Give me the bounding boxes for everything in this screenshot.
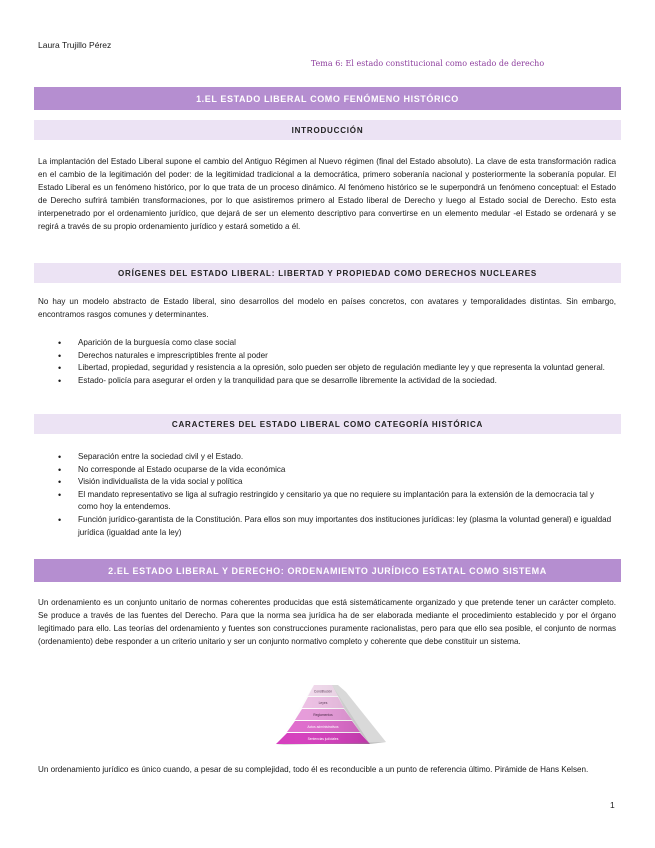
list-item: • Función jurídico-garantista de la Constitución. Para ellos son muy importantes dos instituciones jurídicas: ley (plasma la voluntad general) e igualdad jurídica (igualdad ante la ley) xyxy=(38,514,613,539)
list-item: • No corresponde al Estado ocuparse de la vida económica xyxy=(38,464,613,477)
list-item: • Visión individualista de la vida social y política xyxy=(38,476,613,489)
pyramid-label: Reglamentos xyxy=(313,713,333,717)
kelsen-paragraph: Un ordenamiento jurídico es único cuando, a pesar de su complejidad, todo él es reconducible a un punto de referencia último. Pirámide de Hans Kelsen. xyxy=(38,765,589,774)
author-name: Laura Trujillo Pérez xyxy=(38,40,112,50)
origins-list xyxy=(38,337,613,387)
intro-heading: INTRODUCCIÓN xyxy=(34,120,621,140)
section-1-heading: 1.EL ESTADO LIBERAL COMO FENÓMENO HISTÓRICO xyxy=(34,87,621,110)
document-title: Tema 6: El estado constitucional como estado de derecho xyxy=(310,59,545,68)
origins-heading: ORÍGENES DEL ESTADO LIBERAL: LIBERTAD Y PROPIEDAD COMO DERECHOS NUCLEARES xyxy=(34,263,621,283)
list-item: • El mandato representativo se liga al sufragio restringido y censitario ya que no requiere su implantación para la extensión de la democracia tal y como hoy la entendemos. xyxy=(38,489,613,514)
pyramid-label: Actos administrativos xyxy=(307,725,339,729)
ordenamiento-paragraph: Un ordenamiento es un conjunto unitario de normas coherentes producidas que está sistemáticamente organizado y que pretende tener un carácter completo. Se produce a través de las fuentes del Derecho. Para que la norma sea jurídica ha de ser elaborada mediante el procedimiento establecido y por el órgano legitimado para ello. Las teorías del ordenamiento y fuentes son construcciones puramente racionalistas, pero para que ello sea posible, el conjunto de normas (ordenamiento) debe responder a un criterio unitario y ser un conjunto normativo completo y coherente que debe constituir un sistema. xyxy=(38,598,616,646)
section-2-heading: 2.EL ESTADO LIBERAL Y DERECHO: ORDENAMIENTO JURÍDICO ESTATAL COMO SISTEMA xyxy=(34,559,621,582)
page-number: 1 xyxy=(610,800,615,810)
pyramid-label: Leyes xyxy=(318,701,328,705)
characters-list xyxy=(38,451,613,539)
pyramid-label: Constitución xyxy=(313,689,333,694)
list-item: • Estado- policía para asegurar el orden y la tranquilidad para que se desarrolle libremente la actividad de la sociedad. xyxy=(38,375,613,388)
kelsen-pyramid-diagram xyxy=(262,684,388,746)
pyramid-label: Sentencias judiciales xyxy=(307,737,339,741)
list-item: • Aparición de la burguesía como clase social xyxy=(38,337,613,350)
intro-paragraph: La implantación del Estado Liberal supone el cambio del Antiguo Régimen al Nuevo régimen (final del Estado absoluto). La clave de esta transformación radica en el cambio de la legitimación del poder: de la legitimidad tradicional a la democrática, primero soberanía nacional y posteriormente la soberanía popular. El Estado Liberal es un fenómeno histórico, por lo que trata de un proceso dinámico. Al fenómeno histórico se le superpondrá un fenómeno conceptual: el Estado de Derecho sufrirá también transformaciones, por lo que asistiremos primero al Estado liberal de Derecho y luego al Estado social de Derecho. Esto esta interpenetrado por el ordenamiento jurídico, que dejará de ser un elemento descriptivo para convertirse en un elemento medular -el Estado se ordenará y se regirá a través de su propio ordenamiento jurídico y estará sometido a él. xyxy=(38,157,616,231)
origins-paragraph: No hay un modelo abstracto de Estado liberal, sino desarrollos del modelo en países concretos, con avatares y temporalidades distintas. Sin embargo, encontramos rasgos comunes y determinantes. xyxy=(38,297,616,319)
list-item: • Derechos naturales e imprescriptibles frente al poder xyxy=(38,350,613,363)
list-item: • Libertad, propiedad, seguridad y resistencia a la opresión, solo pueden ser objeto de regulación mediante ley y que representa la voluntad general. xyxy=(38,362,613,375)
characters-heading: CARACTERES DEL ESTADO LIBERAL COMO CATEGORÍA HISTÓRICA xyxy=(34,414,621,434)
list-item: • Separación entre la sociedad civil y el Estado. xyxy=(38,451,613,464)
